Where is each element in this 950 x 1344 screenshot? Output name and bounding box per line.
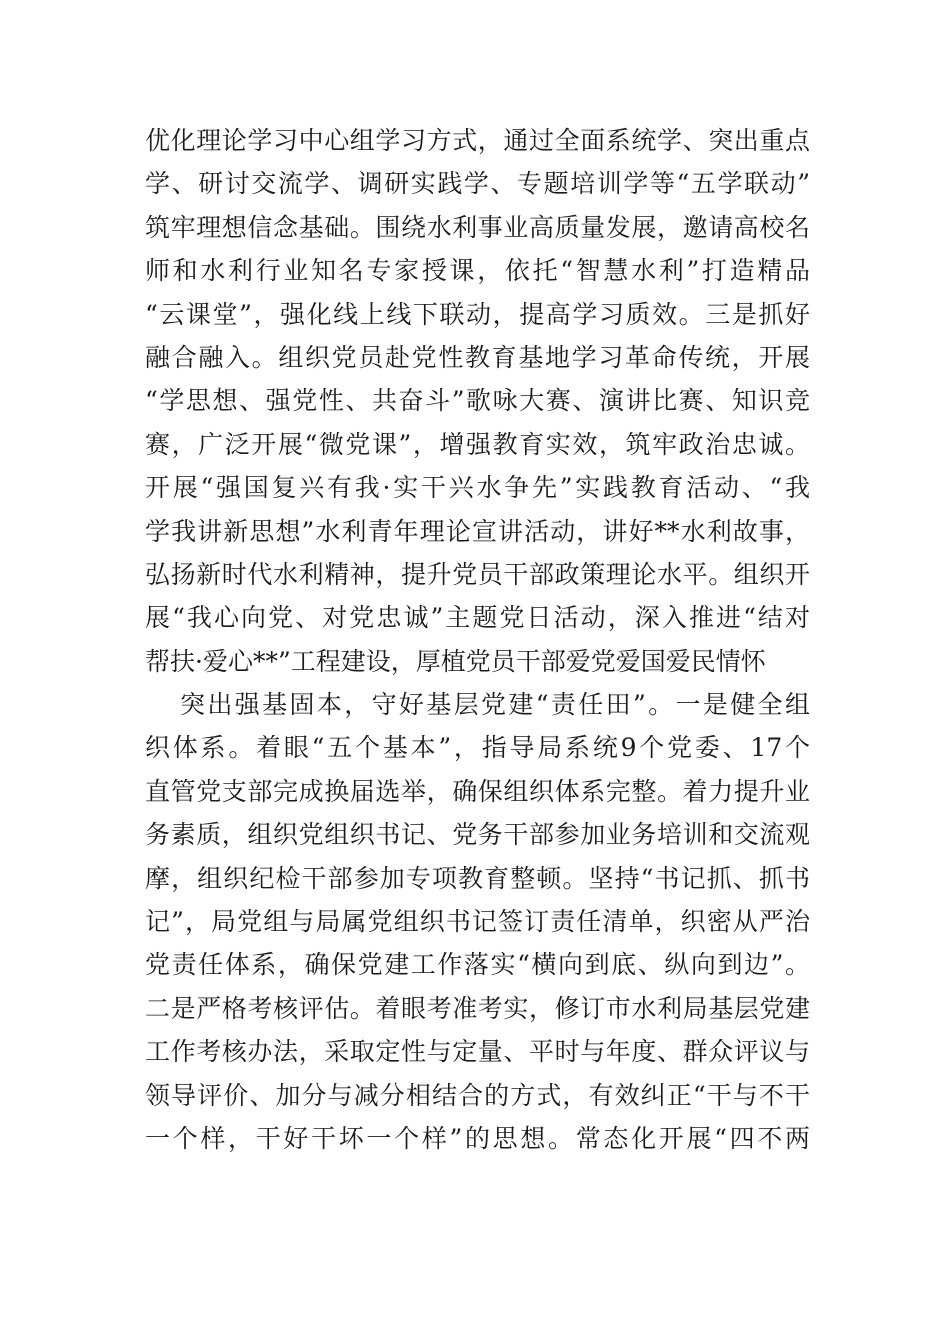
text-line: 二是严格考核评估。着眼考准考实，修订市水利局基层党建 xyxy=(145,993,810,1023)
text-line: 记”，局党组与局属党组织书记签订责任清单，织密从严治 xyxy=(145,907,810,937)
text-line: 师和水利行业知名专家授课，依托“智慧水利”打造精品 xyxy=(145,256,810,286)
text-line: 一个样，干好干坏一个样”的思想。常态化开展“四不两 xyxy=(145,1123,810,1153)
paragraph-end-line: 帮扶·爱心**”工程建设，厚植党员干部爱党爱国爱民情怀 xyxy=(145,646,766,676)
text-line: 织体系。着眼“五个基本”，指导局系统9个党委、17个 xyxy=(145,733,810,763)
text-line: 融合融入。组织党员赴党性教育基地学习革命传统，开展 xyxy=(145,342,810,372)
text-line: “云课堂”，强化线上线下联动，提高学习质效。三是抓好 xyxy=(145,299,810,329)
text-line: 工作考核办法，采取定性与定量、平时与年度、群众评议与 xyxy=(145,1037,810,1067)
text-line: 党责任体系，确保党建工作落实“横向到底、纵向到边”。 xyxy=(145,950,810,980)
text-line: 筑牢理想信念基础。围绕水利事业高质量发展，邀请高校名 xyxy=(145,212,810,242)
text-line: 直管党支部完成换届选举，确保组织体系完整。着力提升业 xyxy=(145,776,810,806)
text-line: 领导评价、加分与减分相结合的方式，有效纠正“干与不干 xyxy=(145,1080,810,1110)
text-line: 展“我心向党、对党忠诚”主题党日活动，深入推进“结对 xyxy=(145,603,810,633)
paragraph-start-line: 突出强基固本，守好基层党建“责任田”。一是健全组 xyxy=(180,690,810,720)
text-line: 学我讲新思想”水利青年理论宣讲活动，讲好**水利故事， xyxy=(145,516,810,546)
text-line: 务素质，组织党组织书记、党务干部参加业务培训和交流观 xyxy=(145,820,810,850)
text-line: 优化理论学习中心组学习方式，通过全面系统学、突出重点 xyxy=(145,126,810,155)
text-line: 摩，组织纪检干部参加专项教育整顿。坚持“书记抓、抓书 xyxy=(145,863,810,893)
text-line: 开展“强国复兴有我·实干兴水争先”实践教育活动、“我 xyxy=(145,473,810,503)
text-line: 赛，广泛开展“微党课”，增强教育实效，筑牢政治忠诚。 xyxy=(145,429,810,459)
text-line: 弘扬新时代水利精神，提升党员干部政策理论水平。组织开 xyxy=(145,559,810,589)
text-line: 学、研讨交流学、调研实践学、专题培训学等“五学联动” xyxy=(145,169,810,199)
text-line: “学思想、强党性、共奋斗”歌咏大赛、演讲比赛、知识竞 xyxy=(145,386,810,416)
body-text xyxy=(145,119,810,1160)
